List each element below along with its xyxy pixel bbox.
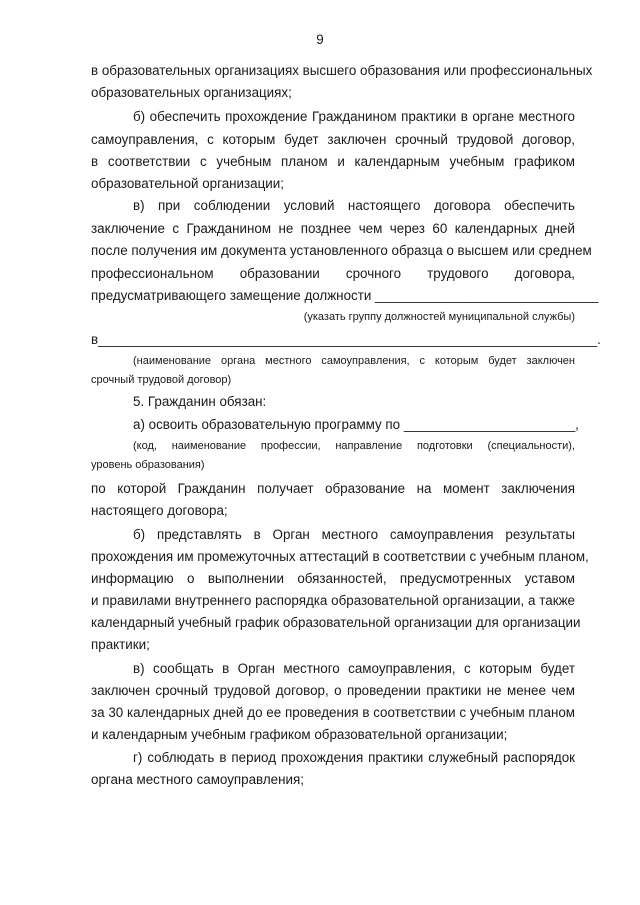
- page-number: 9: [316, 32, 324, 47]
- text-line: образовательных организациях;: [91, 85, 292, 100]
- footnote-line: (указать группу должностей муниципальной службы): [303, 311, 575, 323]
- text-line: профессиональном образовании срочного трудового договора,: [91, 266, 575, 281]
- text-line: в) при соблюдении условий настоящего договора обеспечить: [133, 198, 575, 213]
- text-line: прохождения им промежуточных аттестаций в соответствии с учебным планом,: [91, 549, 589, 564]
- text-line: по которой Гражданин получает образование на момент заключения: [91, 481, 575, 496]
- text-line: календарный учебный график образовательной организации для организации: [91, 615, 581, 630]
- text-line: в образовательных организациях высшего образования или профессиональных: [91, 63, 593, 78]
- text-line: а) освоить образовательную программу по _______________________,: [133, 417, 579, 432]
- text-line: заключен срочный трудовой договор, о проведении практики не менее чем: [91, 683, 575, 698]
- text-line: б) представлять в Орган местного самоуправления результаты: [133, 527, 575, 542]
- section-heading: 5. Гражданин обязан:: [133, 394, 267, 409]
- footnote-line: уровень образования): [91, 459, 205, 471]
- text-line: настоящего договора;: [91, 503, 228, 518]
- text-line: органа местного самоуправления;: [91, 772, 304, 787]
- text-line: информацию о выполнении обязанностей, предусмотренных уставом: [91, 571, 575, 586]
- text-line: и календарным учебным графиком образовательной организации;: [91, 727, 508, 742]
- text-line: в___________________________________________________________________.: [91, 332, 601, 347]
- text-line: самоуправления, с которым будет заключен срочный трудовой договор,: [91, 132, 575, 147]
- footnote-line: срочный трудовой договор): [91, 374, 232, 386]
- text-line: б) обеспечить прохождение Гражданином практики в органе местного: [133, 109, 575, 124]
- text-line: и правилами внутреннего распорядка образовательной организации, а также: [91, 593, 575, 608]
- text-line: в) сообщать в Орган местного самоуправления, с которым будет: [133, 661, 575, 676]
- text-line: заключение с Гражданином не позднее чем через 60 календарных дней: [91, 221, 575, 236]
- footnote-line: (код, наименование профессии, направление подготовки (специальности),: [133, 440, 575, 452]
- text-line: предусматривающего замещение должности ______________________________: [91, 288, 599, 303]
- footnote-line: (наименование органа местного самоуправления, с которым будет заключен: [133, 355, 575, 367]
- text-line: г) соблюдать в период прохождения практики служебный распорядок: [133, 750, 575, 765]
- text-line: практики;: [91, 637, 150, 652]
- text-line: за 30 календарных дней до ее проведения в соответствии с учебным планом: [91, 705, 575, 720]
- text-line: в соответствии с учебным планом и календарным учебным графиком: [91, 154, 575, 169]
- text-line: после получения им документа установленного образца о высшем или среднем: [91, 243, 592, 258]
- text-line: образовательной организации;: [91, 176, 284, 191]
